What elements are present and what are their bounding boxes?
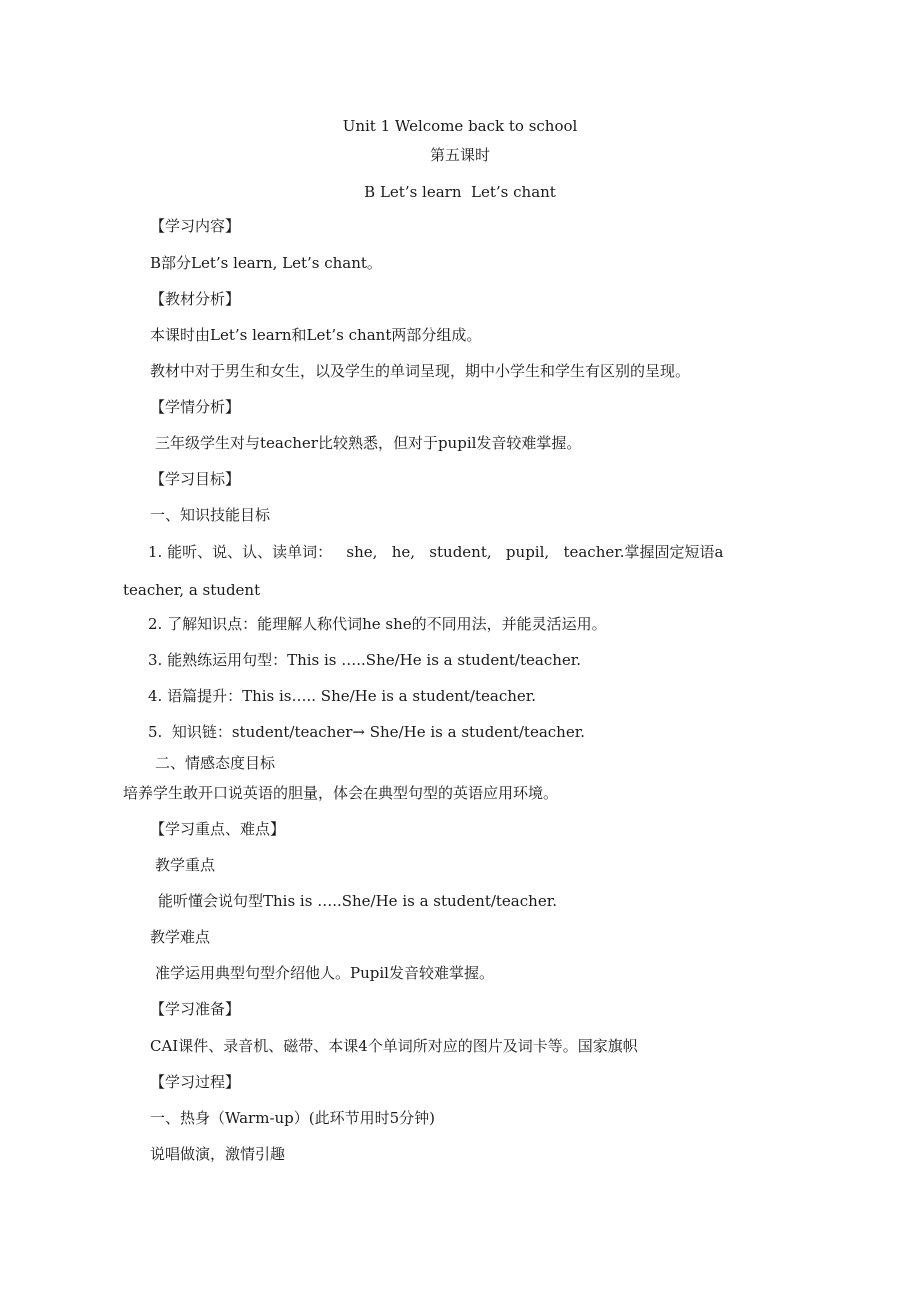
content-text: B部分Let’s learn, Let’s chant。 bbox=[150, 254, 382, 272]
goal-emotion-text: 培养学生敢开口说英语的胆量，体会在典型句型的英语应用环境。 bbox=[123, 784, 559, 802]
section-title: B Let’s learn Let’s chant bbox=[364, 183, 556, 201]
difficult-text: 准学运用典型句型介绍他人。Pupil发音较难掌握。 bbox=[155, 964, 494, 982]
analysis-line: 本课时由Let’s learn和Let’s chant两部分组成。 bbox=[150, 326, 482, 344]
key-text: 能听懂会说句型This is …..She/He is a student/teacher. bbox=[158, 892, 557, 910]
goal-section-knowledge: 一、知识技能目标 bbox=[150, 506, 271, 524]
goal-item: 3. 能熟练运用句型：This is …..She/He is a student/teacher. bbox=[148, 651, 582, 669]
goal-item: 5. 知识链：student/teacher→ She/He is a student/teacher. bbox=[148, 723, 585, 741]
goal-item: 4. 语篇提升：This is….. She/He is a student/teacher. bbox=[148, 687, 537, 705]
prep-heading: 【学习准备】 bbox=[150, 1000, 241, 1018]
process-step-text: 说唱做演，激情引趣 bbox=[150, 1145, 286, 1163]
key-heading: 【学习重点、难点】 bbox=[150, 820, 286, 838]
process-heading: 【学习过程】 bbox=[150, 1073, 241, 1091]
analysis-heading: 【教材分析】 bbox=[150, 290, 241, 308]
key-label: 教学重点 bbox=[155, 856, 216, 874]
goals-heading: 【学习目标】 bbox=[150, 470, 241, 488]
goal-item: 1. 能听、说、认、读单词： she, he, student, pupil, teacher.掌握固定短语a bbox=[148, 543, 724, 561]
student-heading: 【学情分析】 bbox=[150, 398, 241, 416]
document-title: Unit 1 Welcome back to school bbox=[342, 117, 578, 135]
student-text: 三年级学生对与teacher比较熟悉，但对于pupil发音较难掌握。 bbox=[155, 434, 582, 452]
difficult-label: 教学难点 bbox=[150, 928, 211, 946]
goal-item: 2. 了解知识点：能理解人称代词he she的不同用法，并能灵活运用。 bbox=[148, 615, 607, 633]
prep-text: CAI课件、录音机、磁带、本课4个单词所对应的图片及词卡等。国家旗帜 bbox=[150, 1037, 638, 1055]
goal-item-continuation: teacher, a student bbox=[123, 581, 261, 599]
lesson-number: 第五课时 bbox=[429, 146, 490, 164]
process-step: 一、热身（Warm-up）(此环节用时5分钟) bbox=[150, 1109, 436, 1127]
analysis-line: 教材中对于男生和女生，以及学生的单词呈现，期中小学生和学生有区别的呈现。 bbox=[150, 362, 691, 380]
goal-section-emotion: 二、情感态度目标 bbox=[155, 754, 276, 772]
content-heading: 【学习内容】 bbox=[150, 217, 241, 235]
